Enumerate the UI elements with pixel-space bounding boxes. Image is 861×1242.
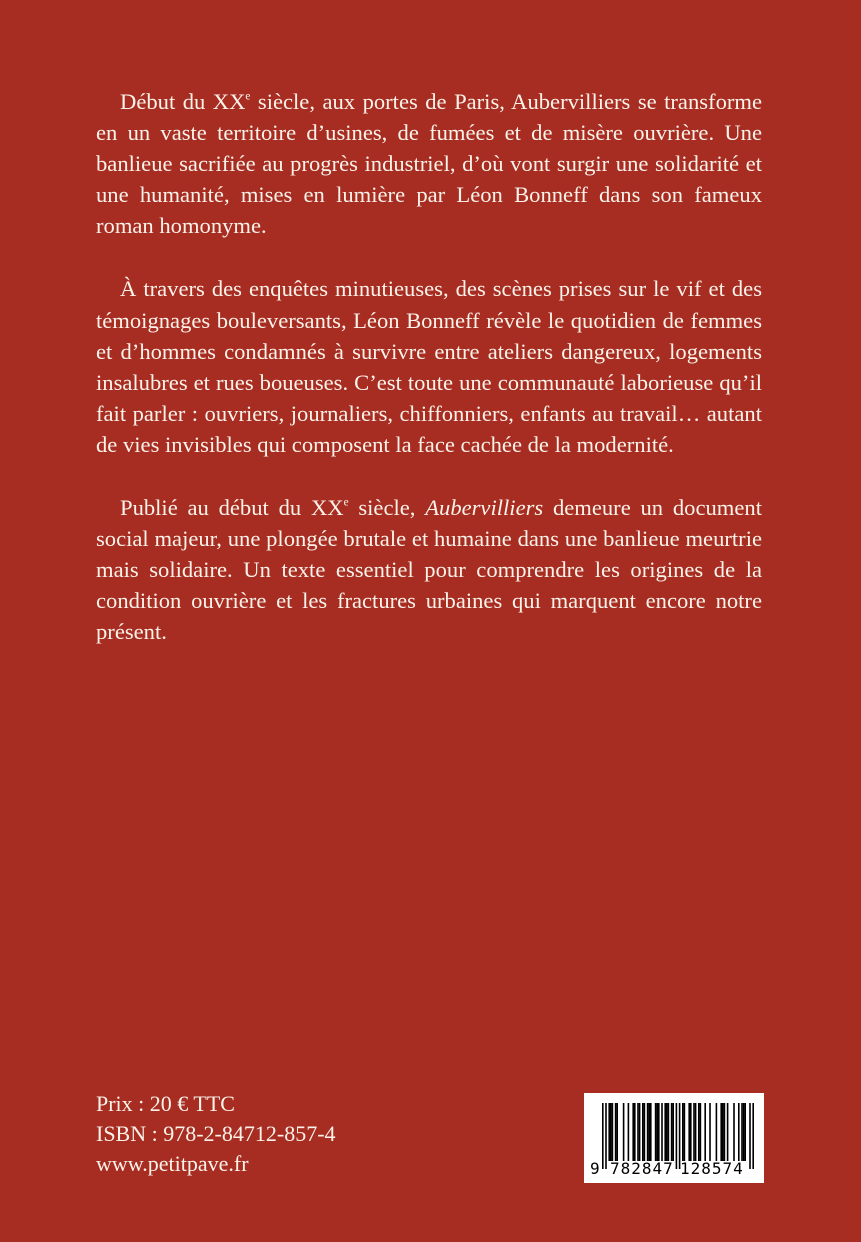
barcode-bar — [724, 1103, 726, 1161]
barcode-bar — [744, 1103, 746, 1161]
barcode-bar — [738, 1103, 740, 1161]
barcode-first-digit: 9 — [590, 1159, 601, 1178]
paragraph-2: À travers des enquêtes minutieuses, des scènes prises sur le vif et des témoignages bouleversants, Léon Bonneff révèle le quotidien de femmes et d’hommes condamnés à survivre entre ateliers dangereux, logements insalubres et rues boueuses. C’est toute une communauté laborieuse qu’il fait parler : ouvriers, journaliers, chiffonniers, enfants au travail… autant de vies invisibles qui composent la face cachée de la modernité. — [96, 276, 762, 457]
barcode-bar — [727, 1103, 729, 1161]
barcode-bar — [616, 1103, 618, 1161]
barcode-bar — [695, 1103, 697, 1161]
isbn: ISBN : 978-2-84712-857-4 — [96, 1121, 336, 1146]
barcode-right-group: 128574 — [680, 1159, 744, 1178]
barcode-bar — [716, 1103, 718, 1161]
barcode-bar — [700, 1103, 702, 1161]
barcode-bar — [671, 1103, 673, 1161]
barcode-bar — [741, 1103, 743, 1161]
paragraph-3 — [96, 492, 762, 647]
superscript: e — [245, 90, 251, 103]
barcode-bar — [647, 1103, 649, 1161]
barcode-bar — [709, 1103, 711, 1161]
barcode-bar — [632, 1103, 634, 1161]
barcode-bar — [655, 1103, 657, 1161]
barcode-bar — [610, 1103, 612, 1161]
barcode-bar — [623, 1103, 625, 1161]
barcode-bar — [743, 1103, 745, 1161]
barcode-bar — [722, 1103, 724, 1161]
barcode-bar — [656, 1103, 658, 1161]
barcode-bar — [720, 1103, 722, 1161]
barcode-bar — [648, 1103, 650, 1161]
barcode-bar — [733, 1103, 735, 1161]
barcode-bar — [628, 1103, 630, 1161]
barcode-bar — [639, 1103, 641, 1161]
book-title: Aubervilliers — [425, 495, 544, 521]
barcode-bar — [644, 1103, 646, 1161]
paragraph-1 — [96, 86, 762, 241]
superscript: e — [343, 496, 349, 509]
barcode-bar — [668, 1103, 670, 1161]
price: Prix : 20 € TTC — [96, 1091, 235, 1116]
barcode-bar — [698, 1103, 700, 1161]
barcode-bar — [693, 1103, 695, 1161]
isbn-barcode — [584, 1093, 764, 1183]
barcode-bar — [688, 1103, 690, 1161]
barcode-bar — [664, 1103, 666, 1161]
barcode-bar — [637, 1103, 639, 1161]
barcode-bar — [672, 1103, 674, 1161]
barcode-bar — [650, 1103, 652, 1161]
barcode-bar — [642, 1103, 644, 1161]
publication-info — [96, 1089, 336, 1179]
barcode-bar — [634, 1103, 636, 1161]
barcode-bar — [666, 1103, 668, 1161]
text-run: Publié au début du XX — [120, 495, 344, 521]
text-run: siècle, — [348, 495, 426, 521]
barcode-left-group: 782847 — [610, 1159, 674, 1178]
barcode-bar — [682, 1103, 684, 1161]
website-link[interactable]: www.petitpave.fr — [96, 1151, 249, 1176]
barcode-bar — [615, 1103, 617, 1161]
barcode-digits — [590, 1160, 758, 1178]
barcode-bar — [661, 1103, 663, 1161]
text-run: demeure un document social majeur, une plongée brutale et humaine dans une banlieue meurtrie mais solidaire. Un texte essentiel pour comprendre les origines de la condition ouvrière et les fractures urbaines qui marquent encore notre présent. — [96, 495, 762, 645]
barcode-bar — [704, 1103, 706, 1161]
barcode-bar — [608, 1103, 610, 1161]
barcode-bar — [612, 1103, 614, 1161]
text-run: siècle, aux portes de Paris, Aubervilliers se transforme en un vaste territoire d’usines, de fumées et de misère ouvrière. Une banlieue sacrifiée au progrès industriel, d’où vont surgir une solidarité et une humanité, mises en lumière par Léon Bonneff dans son fameux roman homonyme. — [96, 89, 762, 239]
barcode-bar — [658, 1103, 660, 1161]
barcode-bar — [690, 1103, 692, 1161]
back-cover-blurb — [96, 86, 762, 648]
text-run: Début du XX — [120, 89, 246, 114]
barcode-bar — [684, 1103, 686, 1161]
